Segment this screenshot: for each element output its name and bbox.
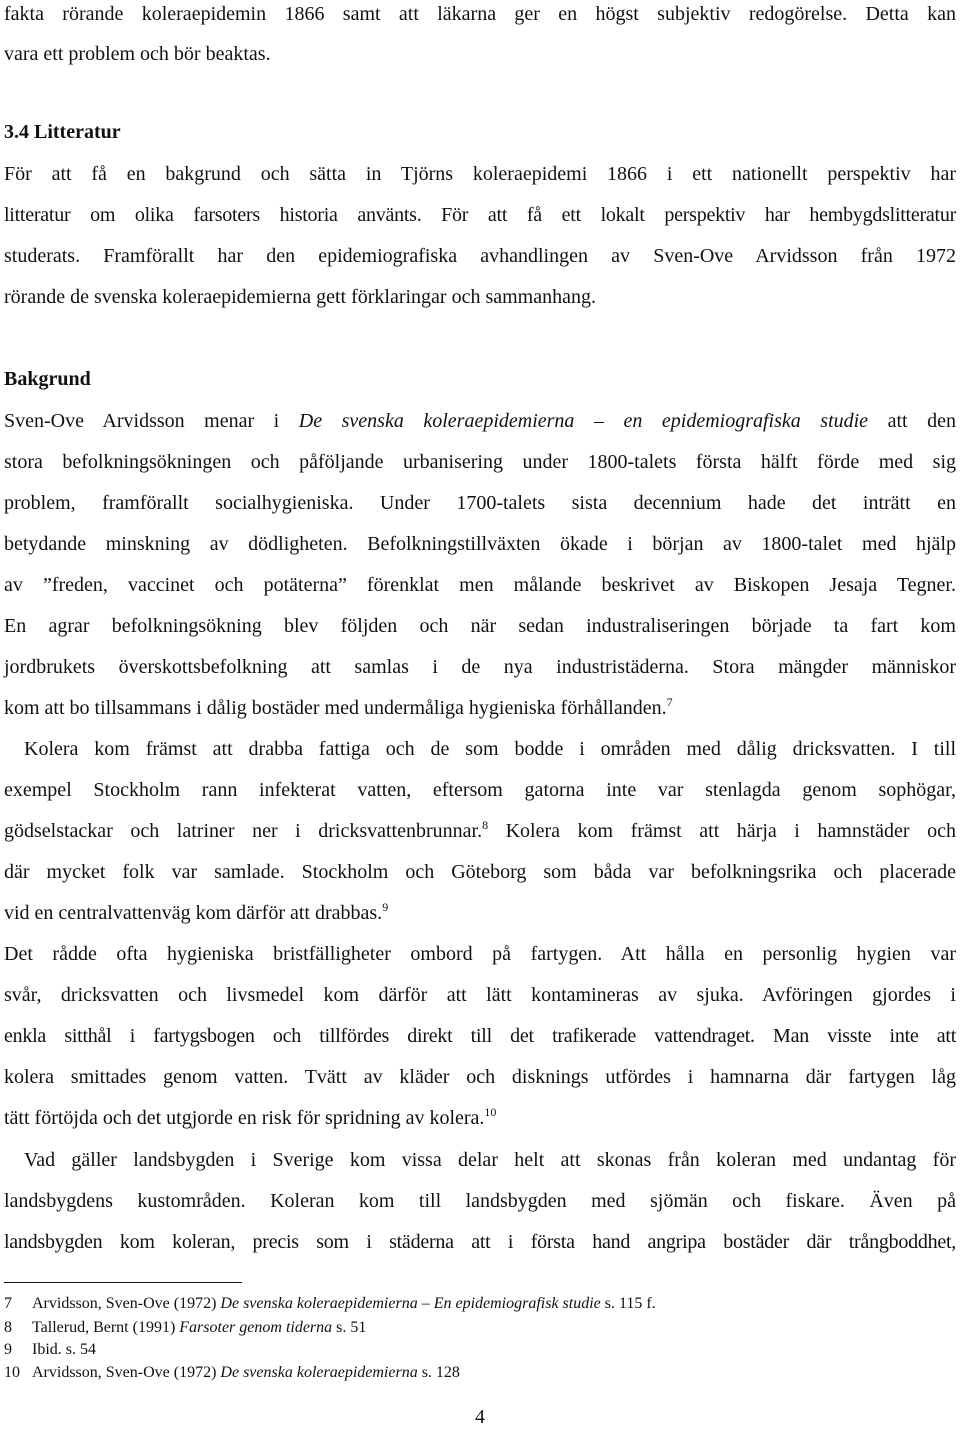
book-title: De svenska koleraepidemierna – En epidemiografisk studie	[220, 1295, 601, 1312]
body-line: fakta rörande koleraepidemin 1866 samt att läkarna ger en högst subjektiv redogörelse. Detta kan	[4, 3, 956, 25]
text-run: Ibid. s. 54	[32, 1341, 96, 1358]
body-line	[4, 819, 956, 843]
text-run: gödselstackar och latriner ner i dricksvattenbrunnar.	[4, 820, 483, 842]
text-run: att den	[868, 410, 956, 432]
text-run: s. 115 f.	[600, 1295, 656, 1312]
footnote-ref: 7	[666, 695, 673, 709]
body-line: Kolera kom främst att drabba fattiga och de som bodde i områden med dålig dricksvatten. I till	[24, 738, 956, 760]
footnote-ref: 8	[482, 818, 489, 832]
body-line	[4, 901, 956, 925]
footnote-separator	[4, 1282, 242, 1283]
section-heading: 3.4 Litteratur	[4, 121, 121, 143]
text-run: Tallerud, Bernt (1991)	[32, 1319, 180, 1336]
subheading: Bakgrund	[4, 368, 91, 390]
footnote-number: 7	[4, 1295, 12, 1312]
footnote-ref: 9	[382, 900, 389, 914]
footnote-ref: 10	[484, 1105, 497, 1119]
body-line	[4, 409, 956, 433]
body-line: jordbrukets överskottsbefolkning att samlas i de nya industristäderna. Stora mängder människor	[4, 656, 956, 678]
body-line	[4, 696, 956, 720]
body-line: landsbygdens kustområden. Koleran kom till landsbygden med sjömän och fiskare. Även på	[4, 1190, 956, 1212]
body-line: kolera smittades genom vatten. Tvätt av kläder och disknings utfördes i hamnarna där fartygen låg	[4, 1066, 956, 1088]
footnote	[4, 1340, 96, 1360]
body-line: där mycket folk var samlade. Stockholm och Göteborg som båda var befolkningsrika och placerade	[4, 861, 956, 883]
text-run: Arvidsson, Sven-Ove (1972)	[32, 1364, 221, 1381]
text-run: s. 128	[417, 1364, 460, 1381]
body-line: problem, framförallt socialhygieniska. Under 1700-talets sista decennium hade det inträtt en	[4, 492, 956, 514]
book-title: Farsoter genom tiderna	[179, 1319, 333, 1336]
body-line	[4, 1106, 956, 1130]
text-run: kom att bo tillsammans i dålig bostäder med undermåliga hygieniska förhållanden.	[4, 697, 667, 719]
text-run: Arvidsson, Sven-Ove (1972)	[32, 1295, 221, 1312]
text-run: s. 51	[332, 1319, 367, 1336]
body-line: betydande minskning av dödligheten. Befolkningstillväxten ökade i början av 1800-talet med hjälp	[4, 533, 956, 555]
book-title: De svenska koleraepidemierna – en epidemiografiska studie	[298, 410, 869, 432]
book-title: De svenska koleraepidemierna	[220, 1364, 418, 1381]
footnote	[4, 1294, 656, 1314]
text-run: tätt förtöjda och det utgjorde en risk för spridning av kolera.	[4, 1107, 485, 1129]
footnote-number: 8	[4, 1319, 12, 1336]
body-line: stora befolkningsökningen och påföljande urbanisering under 1800-talets första hälft förde med sig	[4, 451, 956, 473]
body-line: För att få en bakgrund och sätta in Tjörns koleraepidemi 1866 i ett nationellt perspektiv har	[4, 163, 956, 185]
body-line: exempel Stockholm rann infekterat vatten, eftersom gatorna inte var stenlagda genom sophögar,	[4, 779, 956, 801]
body-line: rörande de svenska koleraepidemierna gett förklaringar och sammanhang.	[4, 286, 596, 308]
page-number: 4	[475, 1406, 485, 1428]
body-line: svår, dricksvatten och livsmedel kom därför att lätt kontamineras av sjuka. Avföringen gjordes i	[4, 984, 956, 1006]
footnote	[4, 1363, 460, 1383]
body-line: landsbygden kom koleran, precis som i städerna att i första hand angripa bostäder där trångboddhet,	[4, 1231, 956, 1253]
body-line: litteratur om olika farsoters historia använts. För att få ett lokalt perspektiv har hembygdslitteratur	[4, 204, 956, 226]
body-line: vara ett problem och bör beaktas.	[4, 43, 271, 65]
footnote-number: 9	[4, 1341, 12, 1358]
body-line: enkla sitthål i fartygsbogen och tillfördes direkt till det trafikerade vattendraget. Man visste inte att	[4, 1025, 956, 1047]
footnote	[4, 1318, 366, 1338]
footnote-number: 10	[4, 1364, 20, 1381]
body-line: En agrar befolkningsökning blev följden och när sedan industraliseringen började ta fart kom	[4, 615, 956, 637]
body-line: studerats. Framförallt har den epidemiografiska avhandlingen av Sven-Ove Arvidsson från 1972	[4, 245, 956, 267]
text-run: vid en centralvattenväg kom därför att drabbas.	[4, 902, 383, 924]
text-run: Kolera kom främst att härja i hamnstäder och	[488, 820, 956, 842]
text-run: Sven-Ove Arvidsson menar i	[4, 410, 299, 432]
body-line: av ”freden, vaccinet och potäterna” förenklat men målande beskrivet av Biskopen Jesaja Tegner.	[4, 574, 956, 596]
body-line: Vad gäller landsbygden i Sverige kom vissa delar helt att skonas från koleran med undantag för	[24, 1149, 956, 1171]
body-line: Det rådde ofta hygieniska bristfälligheter ombord på fartygen. Att hålla en personlig hygien var	[4, 943, 956, 965]
